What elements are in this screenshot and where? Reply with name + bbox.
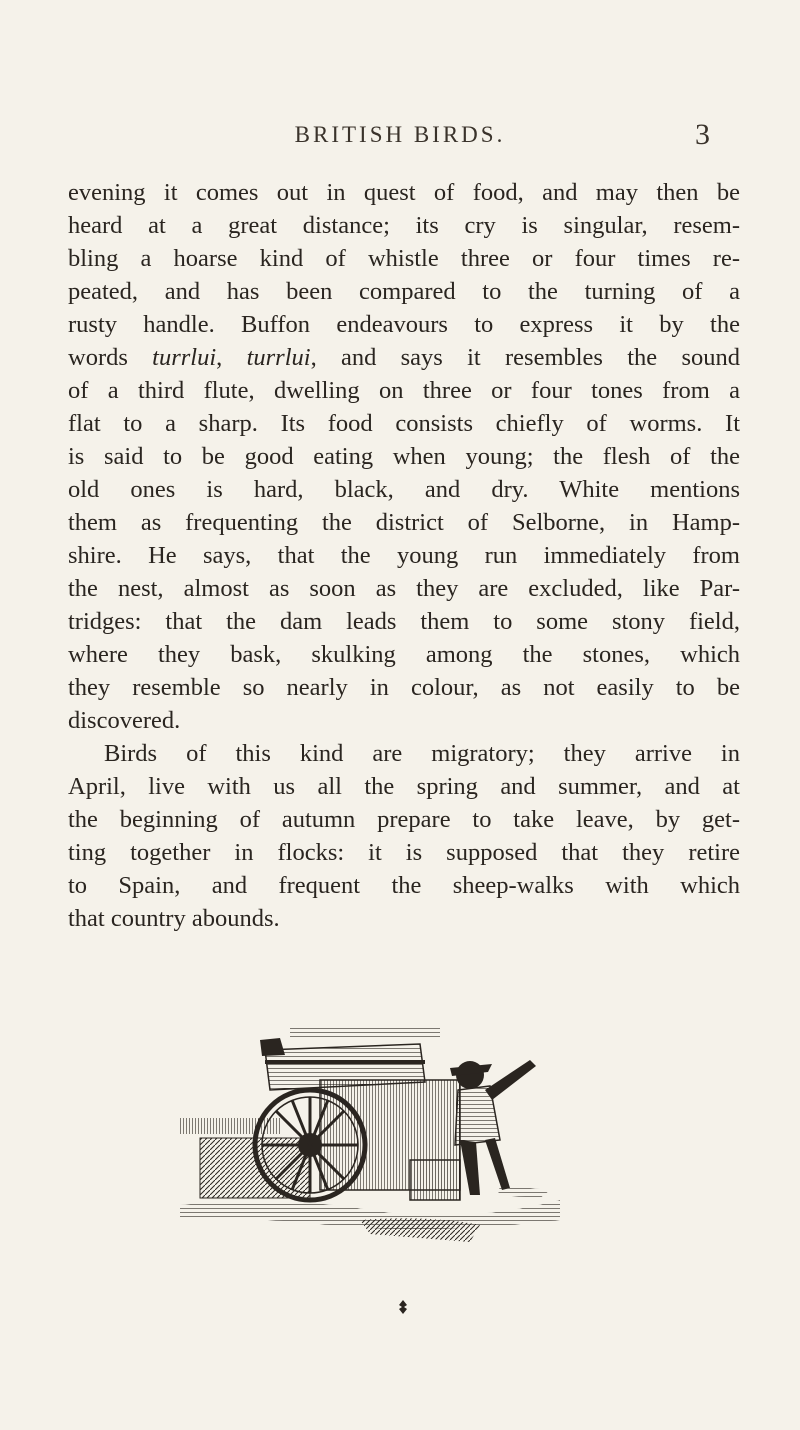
text-line: Birds of this kind are migratory; they arrive in (104, 740, 740, 767)
text-line: evening it comes out in quest of food, and may then be (68, 179, 740, 206)
running-head (0, 118, 800, 158)
text-line: is said to be good eating when young; the flesh of the (68, 443, 740, 470)
text-line: the beginning of autumn prepare to take leave, by get- (68, 806, 740, 833)
text-line: that country abounds. (68, 905, 280, 932)
text-line: to Spain, and frequent the sheep-walks with which (68, 872, 740, 899)
text-line: shire. He says, that the young run immediately from (68, 542, 740, 569)
text-span: words (68, 344, 153, 371)
running-title: BRITISH BIRDS. (294, 122, 506, 147)
text-span: , and says it resembles the sound (310, 344, 740, 371)
text-line: the nest, almost as soon as they are excluded, like Par- (68, 575, 740, 602)
text-line-with-italics (68, 341, 740, 374)
body-text (68, 176, 740, 935)
text-line: tridges: that the dam leads them to some stony field, (68, 608, 740, 635)
text-line: peated, and has been compared to the turning of a (68, 278, 740, 305)
text-line: ting together in flocks: it is supposed that they retire (68, 839, 740, 866)
italic-word: turrlui (246, 344, 311, 371)
text-line: flat to a sharp. Its food consists chiefly of worms. It (68, 410, 740, 437)
text-line: heard at a great distance; its cry is singular, resem- (68, 212, 740, 239)
text-line: April, live with us all the spring and summer, and at (68, 773, 740, 800)
woodcut-engraving-icon (180, 1020, 560, 1245)
text-line: where they bask, skulking among the stones, which (68, 641, 740, 668)
text-line: rusty handle. Buffon endeavours to express it by the (68, 311, 740, 338)
text-line: of a third flute, dwelling on three or four tones from a (68, 377, 740, 404)
ornament-mark-icon (398, 1300, 408, 1314)
text-line: them as frequenting the district of Selborne, in Hamp- (68, 509, 740, 536)
text-line: they resemble so nearly in colour, as not easily to be (68, 674, 740, 701)
italic-word: turrlui (152, 344, 217, 371)
text-line: bling a hoarse kind of whistle three or four times re- (68, 245, 740, 272)
text-line: discovered. (68, 707, 181, 734)
text-line: old ones is hard, black, and dry. White mentions (68, 476, 740, 503)
page-number: 3 (695, 118, 710, 151)
text-span: , (216, 344, 247, 371)
